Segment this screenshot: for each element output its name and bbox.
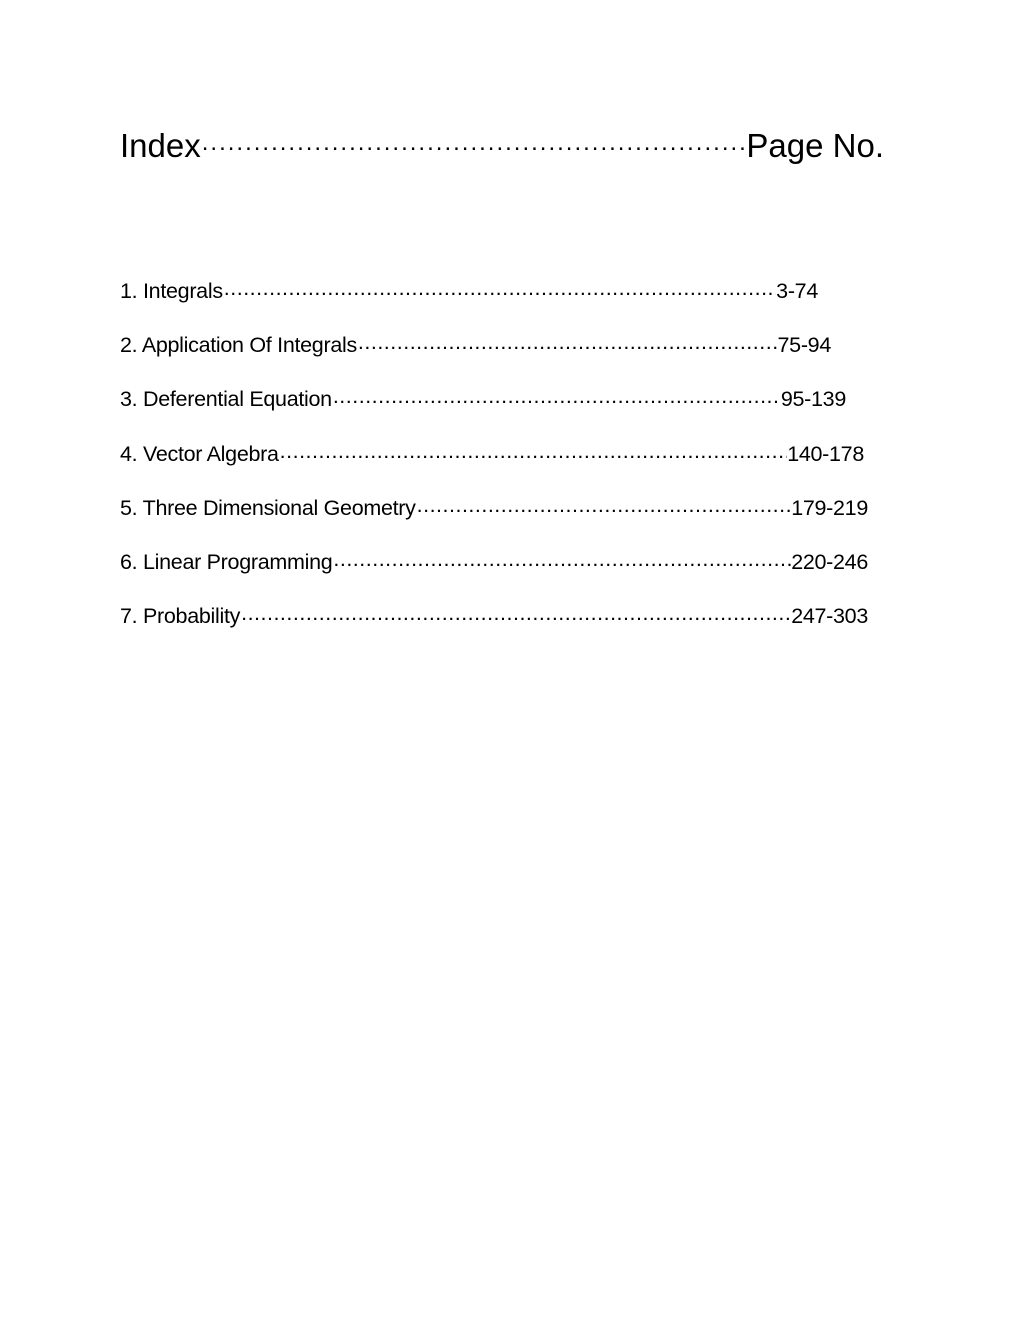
dot-leader (332, 384, 781, 406)
index-entry (120, 384, 846, 412)
index-entry (120, 493, 868, 521)
dot-leader (416, 493, 792, 515)
entry-title: 1. Integrals (120, 278, 223, 303)
entry-title: 4. Vector Algebra (120, 441, 279, 466)
dot-leader (240, 601, 791, 623)
dot-leader (279, 439, 788, 461)
entry-title: 5. Three Dimensional Geometry (120, 495, 416, 520)
entry-pages: 140-178 (787, 441, 864, 466)
entry-title: 2. Application Of Integrals (120, 332, 357, 357)
dot-leader (332, 547, 791, 569)
page-no-label: Page No. (746, 127, 884, 164)
entry-pages: 220-246 (791, 549, 868, 574)
entry-pages: 179-219 (791, 495, 868, 520)
index-entry (120, 276, 818, 304)
entry-pages: 95-139 (780, 386, 846, 411)
dot-leader (201, 124, 747, 157)
entry-title: 6. Linear Programming (120, 549, 333, 574)
index-heading (120, 124, 884, 165)
index-entry (120, 601, 868, 629)
index-entry (120, 547, 868, 575)
entry-title: 7. Probability (120, 603, 241, 628)
entry-title: 3. Deferential Equation (120, 386, 332, 411)
entry-pages: 247-303 (791, 603, 868, 628)
index-entry (120, 439, 864, 467)
index-label: Index (120, 127, 201, 164)
entry-pages: 3-74 (776, 278, 818, 303)
dot-leader (223, 276, 776, 298)
index-entry (120, 330, 831, 358)
dot-leader (357, 330, 778, 352)
entry-pages: 75-94 (777, 332, 831, 357)
